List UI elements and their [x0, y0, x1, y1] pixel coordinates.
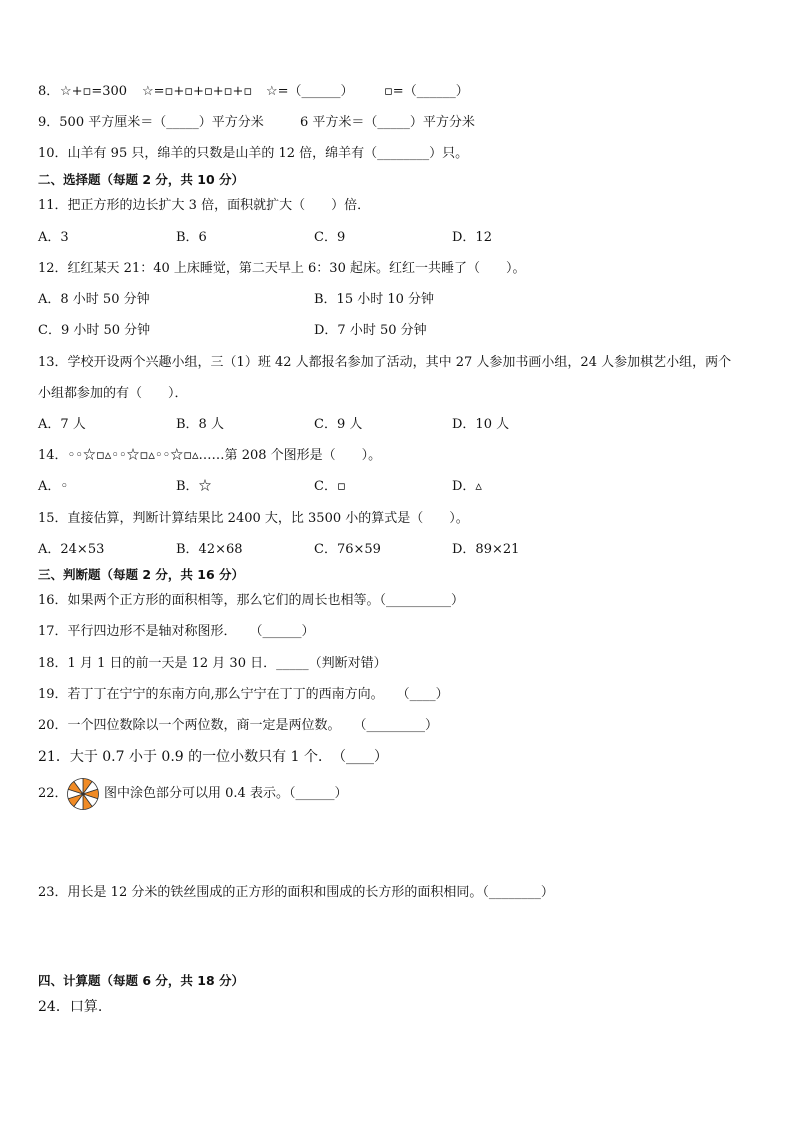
question-13-stem-line-2: 小组都参加的有（ ）． [38, 386, 188, 401]
question-18: 18．1 月 1 日的前一天是 12 月 30 日．_____（判断对错） [38, 656, 387, 671]
q13-option-d[interactable]: D．10 人 [452, 417, 510, 432]
q15-option-a[interactable]: A．24×53 [38, 542, 105, 557]
question-20: 20．一个四位数除以一个两位数，商一定是两位数。 （_________） [38, 718, 439, 733]
question-21: 21．大于 0.7 小于 0.9 的一位小数只有 1 个． （____） [38, 749, 388, 765]
question-14-stem: 14．◦◦☆▫▵◦◦☆▫▵◦◦☆▫▵……第 208 个图形是（ ）。 [38, 448, 382, 463]
section-2-heading: 二、选择题（每题 2 分，共 10 分） [38, 172, 245, 187]
q15-option-d[interactable]: D．89×21 [452, 542, 520, 557]
question-12-stem: 12．红红某天 21：40 上床睡觉，第二天早上 6：30 起床。红红一共睡了（ ）。 [38, 261, 526, 276]
q11-option-a[interactable]: A．3 [38, 230, 69, 245]
question-11-stem: 11．把正方形的边长扩大 3 倍，面积就扩大（ ）倍． [38, 198, 371, 213]
q9-part-a: 9．500 平方厘米＝（_____）平方分米 [38, 115, 264, 130]
q11-option-c[interactable]: C．9 [314, 230, 346, 245]
shaded-circle-figure [66, 777, 100, 811]
q13-option-c[interactable]: C．9 人 [314, 417, 363, 432]
q14-option-b[interactable]: B．☆ [176, 479, 212, 494]
question-22-number: 22． [38, 786, 68, 801]
q11-option-d[interactable]: D．12 [452, 230, 492, 245]
section-3-heading: 三、判断题（每题 2 分，共 16 分） [38, 567, 245, 582]
q14-option-a[interactable]: A．◦ [38, 479, 69, 494]
section-4-heading: 四、计算题（每题 6 分，共 18 分） [38, 973, 245, 988]
question-19: 19．若丁丁在宁宁的东南方向,那么宁宁在丁丁的西南方向。 （____） [38, 687, 449, 702]
q13-option-b[interactable]: B．8 人 [176, 417, 224, 432]
q8-number: 8． [38, 84, 60, 99]
q12-option-c[interactable]: C．9 小时 50 分钟 [38, 323, 151, 338]
question-16: 16．如果两个正方形的面积相等，那么它们的周长也相等。（__________） [38, 593, 465, 608]
question-13-stem-line-1: 13．学校开设两个兴趣小组，三（1）班 42 人都报名参加了活动，其中 27 人参加书画小组，24 人参加棋艺小组，两个 [38, 355, 732, 370]
q8-answer-star: ☆=（______） [266, 84, 354, 99]
q12-option-d[interactable]: D．7 小时 50 分钟 [314, 323, 427, 338]
question-24: 24．口算. [38, 999, 103, 1015]
question-17: 17．平行四边形不是轴对称图形． （______） [38, 624, 315, 639]
question-23: 23．用长是 12 分米的铁丝围成的正方形的面积和围成的长方形的面积相同。（________） [38, 885, 554, 900]
q8-equation-b: ☆=▫+▫+▫+▫+▫ [142, 84, 253, 99]
question-10: 10．山羊有 95 只，绵羊的只数是山羊的 12 倍，绵羊有（________）只。 [38, 146, 469, 161]
question-15-stem: 15．直接估算，判断计算结果比 2400 大，比 3500 小的算式是（ ）。 [38, 511, 469, 526]
q14-option-c[interactable]: C．▫ [314, 479, 346, 494]
q14-option-d[interactable]: D．▵ [452, 479, 482, 494]
q15-option-b[interactable]: B．42×68 [176, 542, 243, 557]
q8-answer-square: ▫=（______） [384, 84, 469, 99]
q12-option-a[interactable]: A．8 小时 50 分钟 [38, 292, 150, 307]
q13-option-a[interactable]: A．7 人 [38, 417, 86, 432]
q8-equation-a: ☆+▫=300 [60, 84, 128, 99]
q11-option-b[interactable]: B．6 [176, 230, 207, 245]
q15-option-c[interactable]: C．76×59 [314, 542, 381, 557]
question-22-text: 图中涂色部分可以用 0.4 表示。（______） [104, 786, 348, 801]
q12-option-b[interactable]: B．15 小时 10 分钟 [314, 292, 435, 307]
q9-part-b: 6 平方米＝（_____）平方分米 [300, 115, 475, 130]
